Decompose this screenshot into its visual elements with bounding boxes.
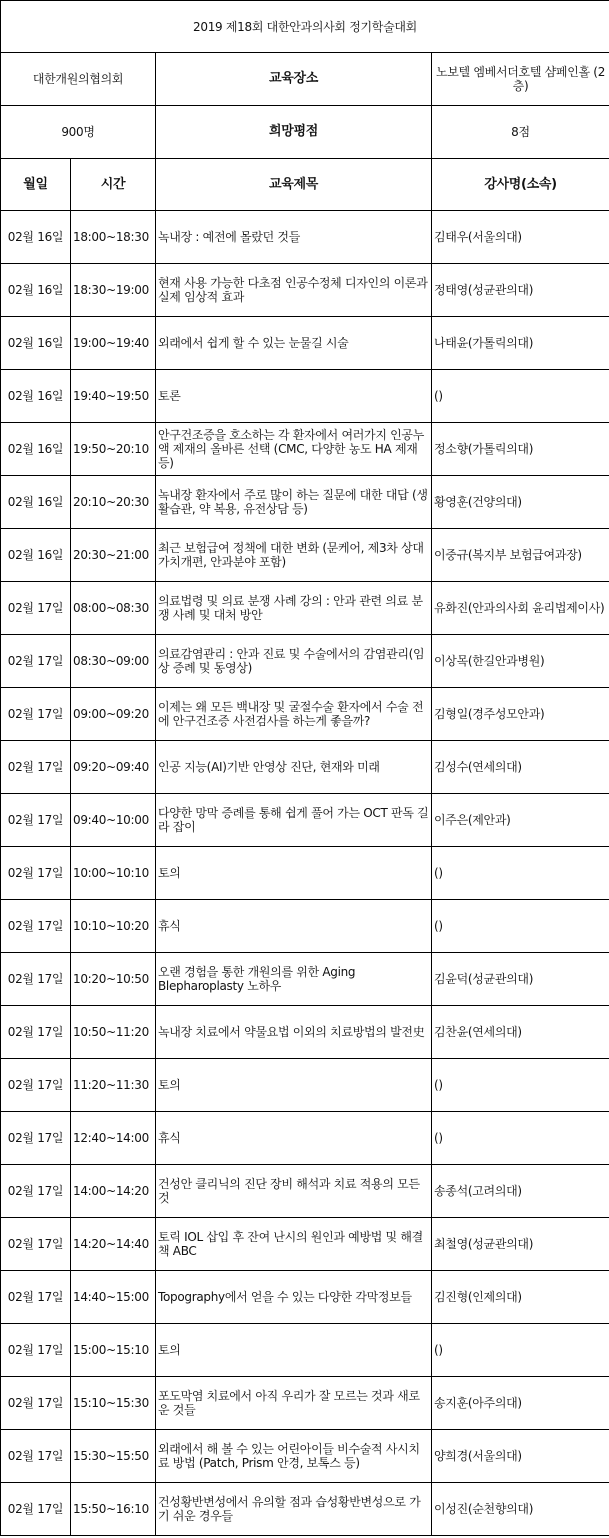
session-date: 02월 17일 [1,900,71,953]
session-speaker: () [432,1112,609,1165]
session-subject: 포도막염 치료에서 아직 우리가 잘 모르는 것과 새로운 것들 [156,1377,432,1430]
session-date: 02월 17일 [1,1271,71,1324]
place-label: 교육장소 [156,53,432,106]
table-row [1,582,609,635]
table-row [1,847,609,900]
table-row [1,794,609,847]
event-title: 2019 제18회 대한안과의사회 정기학술대회 [1,1,609,53]
session-time: 18:00~18:30 [71,211,156,264]
session-speaker: 이주은(제안과) [432,794,609,847]
session-time: 10:50~11:20 [71,1006,156,1059]
session-subject: 건성안 클리닉의 진단 장비 해석과 치료 적용의 모든 것 [156,1165,432,1218]
session-time: 08:30~09:00 [71,635,156,688]
session-time: 19:50~20:10 [71,423,156,476]
session-subject: 토의 [156,847,432,900]
session-subject: 의료법령 및 의료 분쟁 사례 강의 : 안과 관련 의료 분쟁 사례 및 대처 방안 [156,582,432,635]
session-time: 09:40~10:00 [71,794,156,847]
session-speaker: 이중규(복지부 보험급여과장) [432,529,609,582]
capacity: 900명 [1,106,156,159]
organizer: 대한개원의협의회 [1,53,156,106]
title-row [1,1,609,53]
session-speaker: 김태우(서울의대) [432,211,609,264]
session-speaker: 김형일(경주성모안과) [432,688,609,741]
session-speaker: 김윤덕(성균관의대) [432,953,609,1006]
session-time: 10:10~10:20 [71,900,156,953]
session-time: 14:00~14:20 [71,1165,156,1218]
session-time: 15:00~15:10 [71,1324,156,1377]
session-speaker: () [432,1059,609,1112]
table-row [1,1430,609,1483]
table-row [1,1059,609,1112]
table-row [1,476,609,529]
session-subject: 휴식 [156,900,432,953]
session-time: 19:40~19:50 [71,370,156,423]
session-date: 02월 17일 [1,1165,71,1218]
session-speaker: 김찬윤(연세의대) [432,1006,609,1059]
info-row-capacity [1,106,609,159]
table-row [1,1218,609,1271]
table-row [1,635,609,688]
table-row [1,370,609,423]
session-speaker: 유화진(안과의사회 윤리법제이사) [432,582,609,635]
session-subject: 녹내장 : 예전에 몰랐던 것들 [156,211,432,264]
session-subject: 녹내장 치료에서 약물요법 이외의 치료방법의 발전史 [156,1006,432,1059]
table-row [1,1377,609,1430]
session-date: 02월 17일 [1,794,71,847]
session-speaker: 이상목(한길안과병원) [432,635,609,688]
session-date: 02월 17일 [1,1218,71,1271]
session-subject: 오랜 경험을 통한 개원의를 위한 Aging Blepharoplasty 노하우 [156,953,432,1006]
session-speaker: 이성진(순천향의대) [432,1483,609,1536]
session-date: 02월 17일 [1,1377,71,1430]
session-subject: 다양한 망막 증례를 통해 쉽게 풀어 가는 OCT 판독 길라 잡이 [156,794,432,847]
session-subject: 휴식 [156,1112,432,1165]
rating-label: 희망평점 [156,106,432,159]
table-row [1,1165,609,1218]
session-subject: 최근 보험급여 정책에 대한 변화 (문케어, 제3차 상대가치개편, 안과분야 포함) [156,529,432,582]
session-time: 11:20~11:30 [71,1059,156,1112]
session-subject: 외래에서 해 볼 수 있는 어린아이들 비수술적 사시치료 방법 (Patch, Prism 안경, 보톡스 등) [156,1430,432,1483]
session-subject: 이제는 왜 모든 백내장 및 굴절수술 환자에서 수술 전에 안구건조증 사전검사를 하는게 좋을까? [156,688,432,741]
session-subject: 외래에서 쉽게 할 수 있는 눈물길 시술 [156,317,432,370]
session-date: 02월 16일 [1,317,71,370]
session-time: 10:00~10:10 [71,847,156,900]
session-date: 02월 17일 [1,582,71,635]
session-time: 15:10~15:30 [71,1377,156,1430]
table-row [1,423,609,476]
session-speaker: 김진형(인제의대) [432,1271,609,1324]
session-time: 15:30~15:50 [71,1430,156,1483]
session-subject: 토의 [156,1324,432,1377]
session-subject: 안구건조증을 호소하는 각 환자에서 여러가지 인공누액 제재의 올바른 선택 (CMC, 다양한 농도 HA 제재 등) [156,423,432,476]
session-time: 20:10~20:30 [71,476,156,529]
table-row [1,529,609,582]
session-time: 08:00~08:30 [71,582,156,635]
session-speaker: 정태영(성균관의대) [432,264,609,317]
session-subject: Topography에서 얻을 수 있는 다양한 각막정보들 [156,1271,432,1324]
session-time: 10:20~10:50 [71,953,156,1006]
session-speaker: 최철영(성균관의대) [432,1218,609,1271]
session-speaker: 송지훈(아주의대) [432,1377,609,1430]
table-row [1,264,609,317]
table-row [1,741,609,794]
session-speaker: () [432,1324,609,1377]
session-date: 02월 16일 [1,529,71,582]
header-speaker: 강사명(소속) [432,159,609,211]
info-row-place [1,53,609,106]
header-time: 시간 [71,159,156,211]
table-row [1,1271,609,1324]
session-date: 02월 17일 [1,635,71,688]
session-subject: 현재 사용 가능한 다초점 인공수정체 디자인의 이론과 실제 임상적 효과 [156,264,432,317]
table-row [1,1483,609,1536]
header-row [1,159,609,211]
session-speaker: 송종석(고려의대) [432,1165,609,1218]
session-subject: 의료감염관리 : 안과 진료 및 수술에서의 감염관리(임상 증례 및 동영상) [156,635,432,688]
session-date: 02월 16일 [1,423,71,476]
session-date: 02월 17일 [1,953,71,1006]
session-time: 18:30~19:00 [71,264,156,317]
session-date: 02월 17일 [1,1006,71,1059]
table-row [1,900,609,953]
session-time: 19:00~19:40 [71,317,156,370]
session-speaker: 황영훈(건양의대) [432,476,609,529]
session-time: 12:40~14:00 [71,1112,156,1165]
session-speaker: () [432,847,609,900]
session-speaker: 정소향(가톨릭의대) [432,423,609,476]
session-time: 15:50~16:10 [71,1483,156,1536]
rating-value: 8점 [432,106,609,159]
header-date: 월일 [1,159,71,211]
session-time: 20:30~21:00 [71,529,156,582]
session-date: 02월 17일 [1,1324,71,1377]
table-row [1,317,609,370]
session-date: 02월 16일 [1,370,71,423]
session-subject: 녹내장 환자에서 주로 많이 하는 질문에 대한 대답 (생활습관, 약 복용, 유전상담 등) [156,476,432,529]
session-speaker: () [432,900,609,953]
table-row [1,211,609,264]
session-time: 14:40~15:00 [71,1271,156,1324]
table-row [1,688,609,741]
session-subject: 토의 [156,1059,432,1112]
session-date: 02월 16일 [1,211,71,264]
header-subject: 교육제목 [156,159,432,211]
table-row [1,1006,609,1059]
session-speaker: 나태윤(가톨릭의대) [432,317,609,370]
session-speaker: 김성수(연세의대) [432,741,609,794]
table-row [1,953,609,1006]
session-date: 02월 17일 [1,1430,71,1483]
session-date: 02월 17일 [1,1112,71,1165]
session-speaker: 양희경(서울의대) [432,1430,609,1483]
session-time: 14:20~14:40 [71,1218,156,1271]
session-subject: 토론 [156,370,432,423]
session-subject: 건성황반변성에서 유의할 점과 습성황반변성으로 가기 쉬운 경우들 [156,1483,432,1536]
session-date: 02월 17일 [1,847,71,900]
session-time: 09:00~09:20 [71,688,156,741]
session-time: 09:20~09:40 [71,741,156,794]
session-date: 02월 17일 [1,741,71,794]
table-row [1,1324,609,1377]
session-date: 02월 17일 [1,1059,71,1112]
session-speaker: () [432,370,609,423]
session-subject: 토릭 IOL 삽입 후 잔여 난시의 원인과 예방법 및 해결책 ABC [156,1218,432,1271]
session-date: 02월 17일 [1,1483,71,1536]
session-date: 02월 17일 [1,688,71,741]
place-value: 노보텔 엠베서더호텔 샴페인홀 (2층) [432,53,609,106]
session-date: 02월 16일 [1,264,71,317]
session-subject: 인공 지능(AI)기반 안영상 진단, 현재와 미래 [156,741,432,794]
session-date: 02월 16일 [1,476,71,529]
table-row [1,1112,609,1165]
